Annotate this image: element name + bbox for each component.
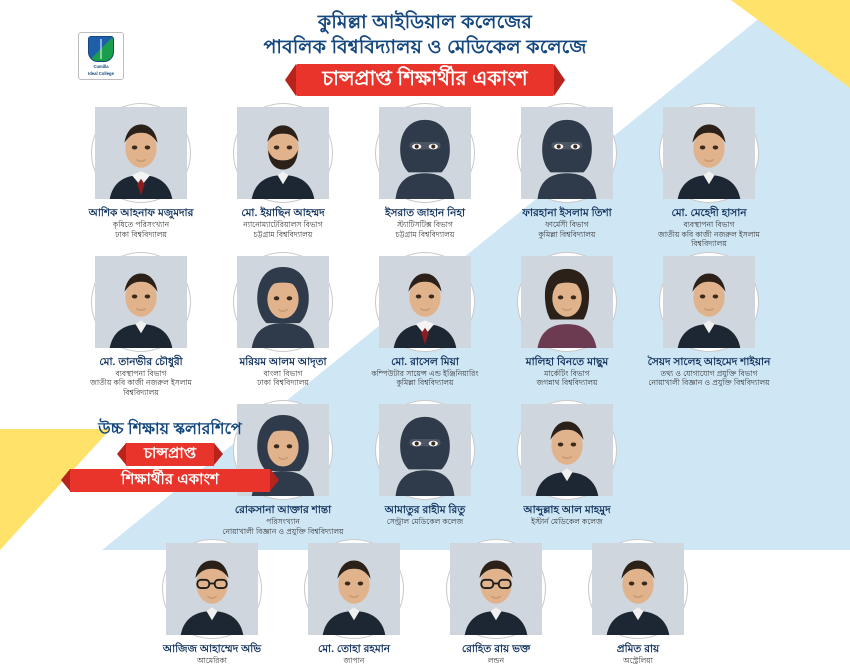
student-card bbox=[221, 253, 345, 398]
student-institute: কুমিল্লা বিশ্ববিদ্যালয় bbox=[396, 378, 454, 387]
scholarship-title: উচ্চ শিক্ষায় স্কলারশিপে bbox=[98, 421, 242, 438]
student-name: রোকসানা আক্তার শান্তা bbox=[234, 504, 332, 516]
logo-line-2: Ideal College bbox=[88, 71, 114, 76]
student-name: মালিহা বিনতে মাছুম bbox=[525, 355, 609, 368]
header-ribbon: চান্সপ্রাপ্ত শিক্ষার্থীর একাংশ bbox=[296, 64, 553, 96]
student-subject: ব্যবস্থাপনা বিভাগ bbox=[115, 368, 167, 378]
student-subject: ন্যানোম্যাটেরিয়ালস বিভাগ bbox=[243, 220, 323, 229]
student-name: প্রমিত রায় bbox=[616, 643, 660, 655]
student-photo bbox=[518, 401, 616, 499]
student-photo bbox=[92, 253, 190, 351]
student-photo bbox=[589, 540, 687, 638]
logo-line-1: Cumilla bbox=[93, 64, 109, 69]
student-institute: নোয়াখালী বিজ্ঞান ও প্রযুক্তি বিশ্ববিদ্যালয় bbox=[222, 526, 344, 536]
student-name: সৈয়দ সালেহ আহমেদ শাইয়ান bbox=[647, 355, 771, 368]
student-photo bbox=[518, 104, 616, 202]
student-card bbox=[363, 104, 487, 249]
student-photo bbox=[447, 540, 545, 638]
student-card bbox=[434, 540, 558, 666]
student-name: মো. রাসেল মিয়া bbox=[391, 355, 459, 368]
student-subject: তথ্য ও যোগাযোগ প্রযুক্তি বিভাগ bbox=[660, 368, 758, 378]
student-institute: চট্টগ্রাম বিশ্ববিদ্যালয় bbox=[395, 229, 455, 239]
student-row bbox=[0, 253, 850, 398]
student-card bbox=[363, 401, 487, 536]
student-subject: অস্ট্রেলিয়া bbox=[623, 656, 653, 665]
student-name: রোহিত রায় ভক্ত bbox=[461, 643, 531, 655]
student-institute: চট্টগ্রাম বিশ্ববিদ্যালয় bbox=[253, 229, 313, 239]
student-card bbox=[221, 104, 345, 249]
student-name: আশিক আহনাফ মজুমদার bbox=[88, 207, 194, 219]
student-name: আজিজ আহাম্মেদ অভি bbox=[162, 643, 262, 655]
student-name: ইসরাত জাহান নিহা bbox=[384, 207, 466, 219]
student-grid bbox=[0, 104, 850, 670]
student-subject: লন্ডন bbox=[487, 656, 505, 665]
student-subject: জাপান bbox=[343, 656, 365, 665]
scholarship-ribbon-1: চান্সপ্রাপ্ত bbox=[126, 443, 214, 466]
student-subject: স্ট্যাটিসটিক্স বিভাগ bbox=[397, 220, 453, 229]
student-subject: বাংলা বিভাগ bbox=[263, 368, 303, 378]
student-subject: কৃষিতে পরিসংখ্যান bbox=[112, 220, 170, 229]
student-photo bbox=[518, 253, 616, 351]
student-name: আমাতুর রাহীম রিতু bbox=[384, 504, 466, 516]
student-institute: ঢাকা বিশ্ববিদ্যালয় bbox=[257, 378, 309, 387]
student-card bbox=[150, 540, 274, 666]
student-institute: জাতীয় কবি কাজী নজরুল ইসলাম বিশ্ববিদ্যালয় bbox=[658, 229, 760, 248]
student-card bbox=[505, 401, 629, 536]
student-subject: সেন্ট্রাল মেডিকেল কলেজ bbox=[386, 517, 464, 526]
student-photo bbox=[234, 104, 332, 202]
student-card bbox=[79, 104, 203, 249]
student-card bbox=[363, 253, 487, 398]
student-institute: ঢাকা বিশ্ববিদ্যালয় bbox=[115, 229, 167, 239]
header-line-1: কুমিল্লা আইডিয়াল কলেজের bbox=[317, 12, 533, 33]
crest-icon bbox=[88, 36, 114, 62]
header-line-2: পাবলিক বিশ্ববিদ্যালয় ও মেডিকেল কলেজে bbox=[263, 37, 587, 58]
student-institute: নোয়াখালী বিজ্ঞান ও প্রযুক্তি বিশ্ববিদ্যালয় bbox=[648, 378, 770, 387]
student-card bbox=[576, 540, 700, 666]
student-row bbox=[0, 104, 850, 249]
student-name: মো. ইয়াছিন আহম্মদ bbox=[241, 207, 325, 219]
student-card bbox=[647, 104, 771, 249]
student-photo bbox=[234, 253, 332, 351]
student-photo bbox=[376, 401, 474, 499]
student-subject: ফার্মেসী বিভাগ bbox=[545, 220, 589, 229]
student-card bbox=[505, 253, 629, 398]
scholarship-callout bbox=[70, 420, 270, 492]
student-photo bbox=[305, 540, 403, 638]
student-photo bbox=[92, 104, 190, 202]
student-subject: ইস্টার্ন মেডিকেল কলেজ bbox=[531, 517, 603, 526]
student-name: মো. মেহেদী হাসান bbox=[671, 207, 747, 219]
student-subject: কম্পিউটার সায়েন্স এন্ড ইঞ্জিনিয়ারিং bbox=[371, 368, 479, 378]
student-name: মরিয়ম আলম আদৃতা bbox=[239, 355, 327, 368]
student-subject: পরিসংখ্যান bbox=[266, 517, 300, 526]
student-photo bbox=[376, 253, 474, 351]
college-logo bbox=[78, 32, 124, 80]
scholarship-ribbon-2: শিক্ষার্থীর একাংশ bbox=[70, 469, 270, 492]
student-card bbox=[505, 104, 629, 249]
student-card bbox=[79, 253, 203, 398]
student-institute: জাতীয় কবি কাজী নজরুল ইসলাম বিশ্ববিদ্যালয় bbox=[90, 378, 192, 397]
student-subject: ব্যবস্থাপনা বিভাগ bbox=[683, 220, 735, 229]
poster-header bbox=[0, 10, 850, 96]
student-institute: কুমিল্লা বিশ্ববিদ্যালয় bbox=[538, 229, 596, 239]
student-photo bbox=[163, 540, 261, 638]
student-name: মো. তোহা রহমান bbox=[317, 643, 391, 655]
student-subject: মার্কেটিং বিভাগ bbox=[544, 368, 590, 378]
student-row bbox=[0, 540, 850, 666]
student-name: আব্দুল্লাহ আল মাহমুদ bbox=[523, 504, 611, 516]
student-name: ফারহানা ইসলাম তিশা bbox=[522, 207, 612, 219]
student-photo bbox=[660, 104, 758, 202]
student-name: মো. তানভীর চৌধুরী bbox=[99, 355, 183, 368]
student-photo bbox=[376, 104, 474, 202]
student-photo bbox=[660, 253, 758, 351]
student-card bbox=[292, 540, 416, 666]
student-subject: আমেরিকা bbox=[197, 656, 227, 665]
student-institute: জগন্নাথ বিশ্ববিদ্যালয় bbox=[536, 378, 598, 387]
student-card bbox=[647, 253, 771, 398]
